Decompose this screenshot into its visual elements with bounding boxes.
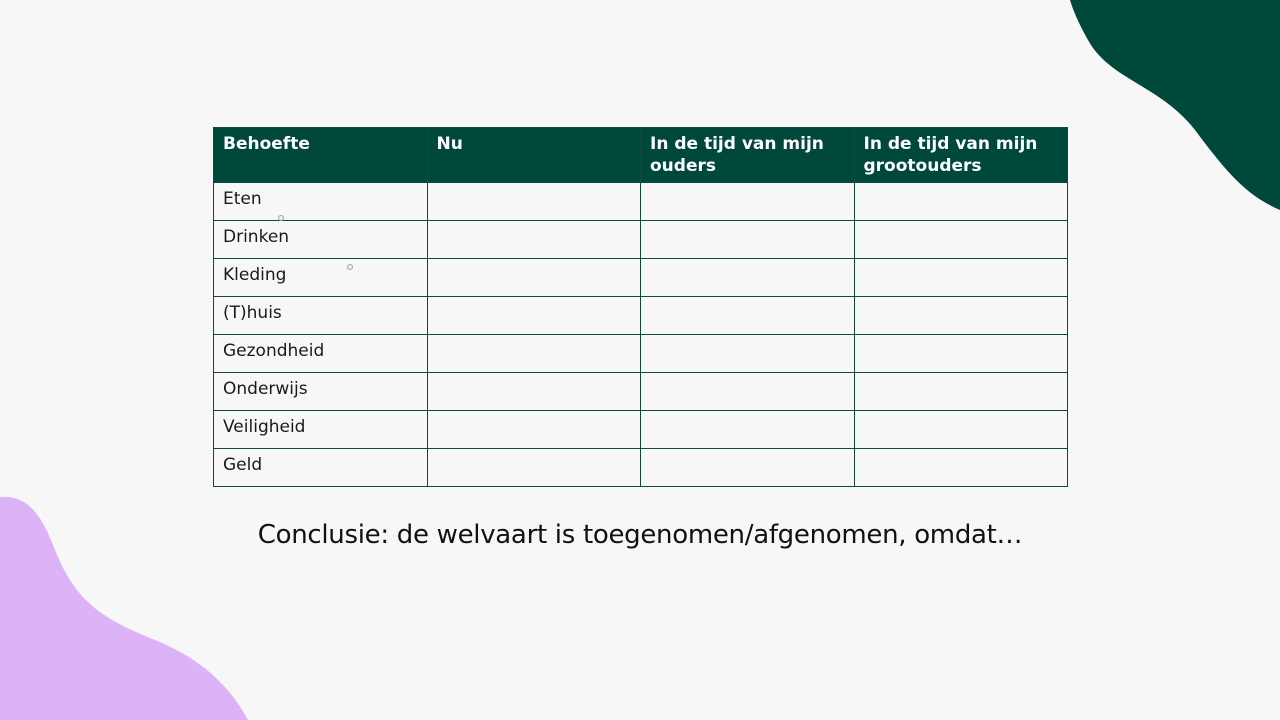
table-cell[interactable] xyxy=(854,259,1068,297)
table-cell[interactable] xyxy=(854,449,1068,487)
table-cell[interactable] xyxy=(427,449,641,487)
table-cell[interactable] xyxy=(641,449,855,487)
table-cell[interactable] xyxy=(854,221,1068,259)
table-cell[interactable] xyxy=(427,411,641,449)
header-nu: Nu xyxy=(427,128,641,183)
header-ouders: In de tijd van mijn ouders xyxy=(641,128,855,183)
needs-table xyxy=(213,127,1068,487)
need-label: Onderwijs xyxy=(214,373,428,411)
table-row xyxy=(214,259,1068,297)
table-cell[interactable] xyxy=(641,297,855,335)
table-row xyxy=(214,183,1068,221)
table-cell[interactable] xyxy=(641,335,855,373)
table-cell[interactable] xyxy=(854,297,1068,335)
table-cell[interactable] xyxy=(427,259,641,297)
table-cell[interactable] xyxy=(641,183,855,221)
table-cell[interactable] xyxy=(427,297,641,335)
table-row xyxy=(214,373,1068,411)
conclusion-text: Conclusie: de welvaart is toegenomen/afgenomen, omdat… xyxy=(257,520,1023,550)
table-cell[interactable] xyxy=(641,373,855,411)
table-cell[interactable] xyxy=(641,259,855,297)
table-row xyxy=(214,411,1068,449)
need-label: Kleding xyxy=(214,259,428,297)
table-cell[interactable] xyxy=(854,335,1068,373)
need-label: Eten xyxy=(214,183,428,221)
cell-resize-handle[interactable] xyxy=(278,215,284,221)
table-header-row xyxy=(214,128,1068,183)
need-label: Geld xyxy=(214,449,428,487)
need-label: Drinken xyxy=(214,221,428,259)
table-row xyxy=(214,297,1068,335)
top-right-green-blob xyxy=(1070,0,1280,210)
table-cell[interactable] xyxy=(641,221,855,259)
need-label: Veiligheid xyxy=(214,411,428,449)
table-cell[interactable] xyxy=(427,373,641,411)
table-cell[interactable] xyxy=(854,183,1068,221)
header-grootouders: In de tijd van mijn grootouders xyxy=(854,128,1068,183)
table-cell[interactable] xyxy=(427,335,641,373)
table-row xyxy=(214,449,1068,487)
need-label: Gezondheid xyxy=(214,335,428,373)
table-row xyxy=(214,335,1068,373)
table-cell[interactable] xyxy=(427,221,641,259)
need-label: (T)huis xyxy=(214,297,428,335)
table-cell[interactable] xyxy=(641,411,855,449)
table-row xyxy=(214,221,1068,259)
header-behoefte: Behoefte xyxy=(214,128,428,183)
table-cell[interactable] xyxy=(854,411,1068,449)
table-cell[interactable] xyxy=(427,183,641,221)
cell-resize-handle[interactable] xyxy=(347,264,353,270)
table-cell[interactable] xyxy=(854,373,1068,411)
